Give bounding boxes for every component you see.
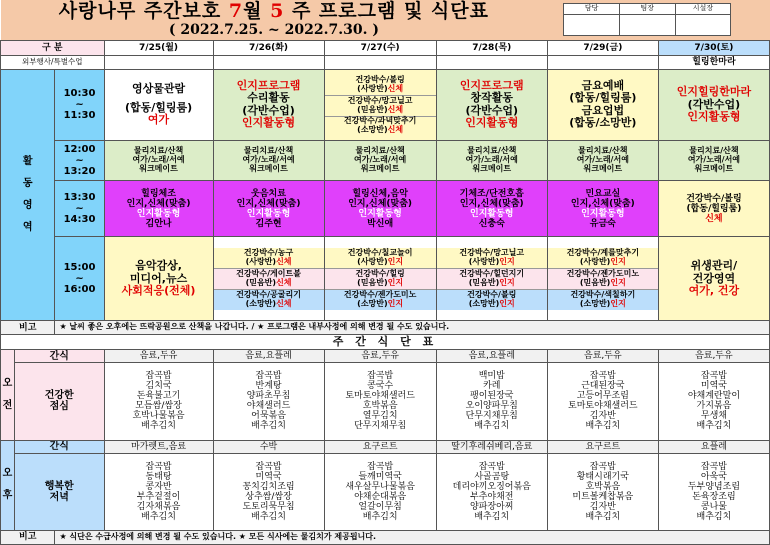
dinner-menu: 잡곡밥 사골곰탕 데리야끼오징어볶음 부추야채전 양파장아찌 배추김치 bbox=[436, 453, 547, 530]
date-range: ( 2022.7.25. ~ 2022.7.30. ) bbox=[168, 21, 379, 38]
fri-r3: 민요교실 인지,신체(맞춤) 인지활동형 유금숙 bbox=[547, 181, 658, 237]
note-label: 비고 bbox=[1, 321, 55, 335]
header-title-cell bbox=[1, 0, 548, 40]
approval-box bbox=[547, 0, 769, 40]
thu-r2: 물리치료/산책 여가/노래/서예 워크메이트 bbox=[436, 140, 547, 181]
am-snack: 음료,요플레 bbox=[436, 350, 547, 363]
dinner-menu: 잡곡밥 아욱국 두부양념조림 돈육장조림 콩나물 배추김치 bbox=[658, 453, 769, 530]
pm-snack: 요구르트 bbox=[547, 440, 658, 453]
wed-r1-sub-0: 건강박수/볼링 (사랑반)신체 bbox=[325, 75, 436, 96]
thu-r4-sub-0: 건강박수/망고닐고 (사랑반)인지 bbox=[437, 248, 547, 269]
menu-title: 주 간 식 단 표 bbox=[1, 335, 770, 350]
tue-r4-sub-1: 건강박수/게이트볼 (믿음반)신체 bbox=[214, 269, 324, 290]
fri-r2: 물리치료/산책 여가/노래/서예 워크메이트 bbox=[547, 140, 658, 181]
pm-snack: 수박 bbox=[213, 440, 324, 453]
day-header: 7/26(화) bbox=[213, 40, 324, 55]
outing-label: 외부행사/특별수업 bbox=[1, 55, 105, 69]
thu-r1: 인지프로그램 창작활동 (각반수업) 인지활동형 bbox=[436, 69, 547, 140]
fri-r4-sub-1: 건강박수/젠가도미노 (믿음반)인지 bbox=[548, 269, 658, 290]
time-slot: 10:30 ~ 11:30 bbox=[55, 69, 104, 140]
wed-r4 bbox=[324, 237, 436, 321]
gubun-header: 구 분 bbox=[1, 40, 105, 55]
day-header: 7/25(월) bbox=[104, 40, 213, 55]
am-snack: 음료,두유 bbox=[104, 350, 213, 363]
tue-r4-sub-2: 건강박수/공굴리기 (소망반)신체 bbox=[214, 290, 324, 310]
day-header: 7/27(수) bbox=[324, 40, 436, 55]
wed-r4-sub-0: 건강박수/칠교놀이 (사랑반)인지 bbox=[325, 248, 436, 269]
mon-r3: 힐링체조 인지,신체(맞춤) 인지활동형 김안나 bbox=[104, 181, 213, 237]
outing-cell bbox=[547, 55, 658, 69]
wed-r1-sub-1: 건강박수/망고닐고 (믿음반)신체 bbox=[325, 96, 436, 117]
tue-r1: 인지프로그램 수리활동 (각반수업) 인지활동형 bbox=[213, 69, 324, 140]
mon-r1: 영상물관람 (합동/힐링룸) 여가 bbox=[104, 69, 213, 140]
am-snack: 음료,요플레 bbox=[213, 350, 324, 363]
wed-r2: 물리치료/산책 여가/노래/서예 워크메이트 bbox=[324, 140, 436, 181]
thu-r3: 기체조/단전호흡 인지,신체(맞춤) 인지활동형 신충숙 bbox=[436, 181, 547, 237]
pm-snack: 딸기후레쉬베리,음료 bbox=[436, 440, 547, 453]
thu-r4-sub-2: 건강박수/볼링 (소망반)인지 bbox=[437, 290, 547, 310]
tue-r3: 웃음치료 인지,신체(맞춤) 인지활동형 김주현 bbox=[213, 181, 324, 237]
note-text: ★ 날씨 좋은 오후에는 뜨락공원으로 산책을 나갑니다. / ★ 프로그램은 내부사정에 의해 변경 될 수도 있습니다. bbox=[55, 321, 770, 335]
note-text: ★ 식단은 수급사정에 의해 변경 될 수도 있습니다. ★ 모든 식사에는 물김치가 제공됩니다. bbox=[55, 530, 770, 544]
time-slot: 15:00 ~ 16:00 bbox=[55, 237, 104, 321]
outing-cell bbox=[436, 55, 547, 69]
approval-label-2: 시설장 bbox=[675, 4, 731, 15]
pm-snack: 요구르트 bbox=[324, 440, 436, 453]
dinner-menu: 잡곡밥 미역국 꽁치김치조림 상추쌈/쌈장 도토리묵무침 배추김치 bbox=[213, 453, 324, 530]
thu-r4-sub-1: 건강박수/힐던지기 (믿음반)인지 bbox=[437, 269, 547, 290]
tue-r4-sub-0: 건강박수/농구 (사랑반)신체 bbox=[214, 248, 324, 269]
am-snack: 음료,두유 bbox=[658, 350, 769, 363]
outing-cell bbox=[213, 55, 324, 69]
tue-r4 bbox=[213, 237, 324, 321]
lunch-menu: 잡곡밥 반계탕 양파초무침 야채샐러드 어묵볶음 배추김치 bbox=[213, 363, 324, 440]
activity-section-label: 활 동 영 역 bbox=[1, 69, 55, 320]
page-title: 사랑나무 주간보호 7월 5 주 프로그램 및 식단표 bbox=[58, 0, 489, 23]
am-snack: 음료,두유 bbox=[547, 350, 658, 363]
fri-r4-sub-2: 건강박수/색칠하기 (소망반)인지 bbox=[548, 290, 658, 310]
outing-cell bbox=[104, 55, 213, 69]
lunch-menu: 잡곡밥 김치국 돈육불고기 모듬쌈/쌈장 호박나물볶음 배추김치 bbox=[104, 363, 213, 440]
sat-r3: 건강박수/볼링 (합동/힐링룸) 신체 bbox=[658, 181, 769, 237]
sat-r2: 물리치료/산책 여가/노래/서예 워크메이트 bbox=[658, 140, 769, 181]
am-snack-label: 간식 bbox=[14, 350, 104, 363]
dinner-menu: 잡곡밥 동태탕 콩자반 부추겉절이 김자채볶음 배추김치 bbox=[104, 453, 213, 530]
approval-sign-0 bbox=[564, 15, 620, 36]
wed-r1-sub-2: 건강박수/과녁맞추기 (소망반)신체 bbox=[343, 115, 417, 134]
lunch-menu: 잡곡밥 콩국수 토마토야채샐러드 호박볶음 열무김치 단무지채무침 bbox=[324, 363, 436, 440]
tue-r2: 물리치료/산책 여가/노래/서예 워크메이트 bbox=[213, 140, 324, 181]
time-slot: 12:00 ~ 13:20 bbox=[55, 140, 104, 181]
dinner-menu: 잡곡밥 들깨미역국 새우살무나물볶음 야채순대볶음 얼갈이무침 배추김치 bbox=[324, 453, 436, 530]
lunch-label: 건강한 점심 bbox=[14, 363, 104, 440]
outing-cell bbox=[324, 55, 436, 69]
pm-label: 오 후 bbox=[1, 440, 15, 530]
mon-r2: 물리치료/산책 여가/노래/서예 워크메이트 bbox=[104, 140, 213, 181]
pm-snack: 마가렛트,음료 bbox=[104, 440, 213, 453]
lunch-menu: 잡곡밥 미역국 야채계란말이 가지볶음 무생채 배추김치 bbox=[658, 363, 769, 440]
fri-r1: 금요예배 (합동/힐링룸) 금요업법 (합동/소망반) bbox=[547, 69, 658, 140]
approval-label-0: 담당 bbox=[564, 4, 620, 15]
lunch-menu: 백미밥 카레 팽이된장국 오이양파무침 단무지채무침 배추김치 bbox=[436, 363, 547, 440]
fri-r4 bbox=[547, 237, 658, 321]
day-header: 7/30(토) bbox=[658, 40, 769, 55]
mon-r4: 음악감상, 미디어,뉴스 사회적응(전체) bbox=[104, 237, 213, 321]
approval-sign-1 bbox=[619, 15, 675, 36]
wed-r1 bbox=[324, 69, 436, 140]
note-label: 비고 bbox=[1, 530, 55, 544]
pm-snack-label: 간식 bbox=[14, 440, 104, 453]
wed-r4-sub-2: 건강박수/젠가도미노 (소망반)인지 bbox=[325, 290, 436, 310]
approval-sign-2 bbox=[675, 15, 731, 36]
outing-cell: 힐링한마라 bbox=[658, 55, 769, 69]
dinner-menu: 잡곡밥 황태시래기국 호박볶음 미트볼케찹볶음 김자반 배추김치 bbox=[547, 453, 658, 530]
am-snack: 음료,두유 bbox=[324, 350, 436, 363]
day-header: 7/28(목) bbox=[436, 40, 547, 55]
sat-r4: 위생관리/ 건강영역 여가, 건강 bbox=[658, 237, 769, 321]
approval-label-1: 팀장 bbox=[619, 4, 675, 15]
wed-r3: 힐링신체,음악 인지,신체(맞춤) 인지활동형 박신애 bbox=[324, 181, 436, 237]
am-label: 오 전 bbox=[1, 350, 15, 440]
lunch-menu: 잡곡밥 근대된장국 고등어무조림 토마토야채샐러드 김자반 배추김치 bbox=[547, 363, 658, 440]
wed-r4-sub-1: 건강박수/힐링 (믿음반)인지 bbox=[325, 269, 436, 290]
day-header: 7/29(금) bbox=[547, 40, 658, 55]
time-slot: 13:30 ~ 14:30 bbox=[55, 181, 104, 237]
sat-r1: 인지힐링한마라 (각반수업) 인지활동형 bbox=[658, 69, 769, 140]
fri-r4-sub-0: 건강박수/계를맞추기 (사랑반)인지 bbox=[548, 248, 658, 269]
thu-r4 bbox=[436, 237, 547, 321]
pm-snack: 요플레 bbox=[658, 440, 769, 453]
dinner-label: 행복한 저녁 bbox=[14, 453, 104, 530]
